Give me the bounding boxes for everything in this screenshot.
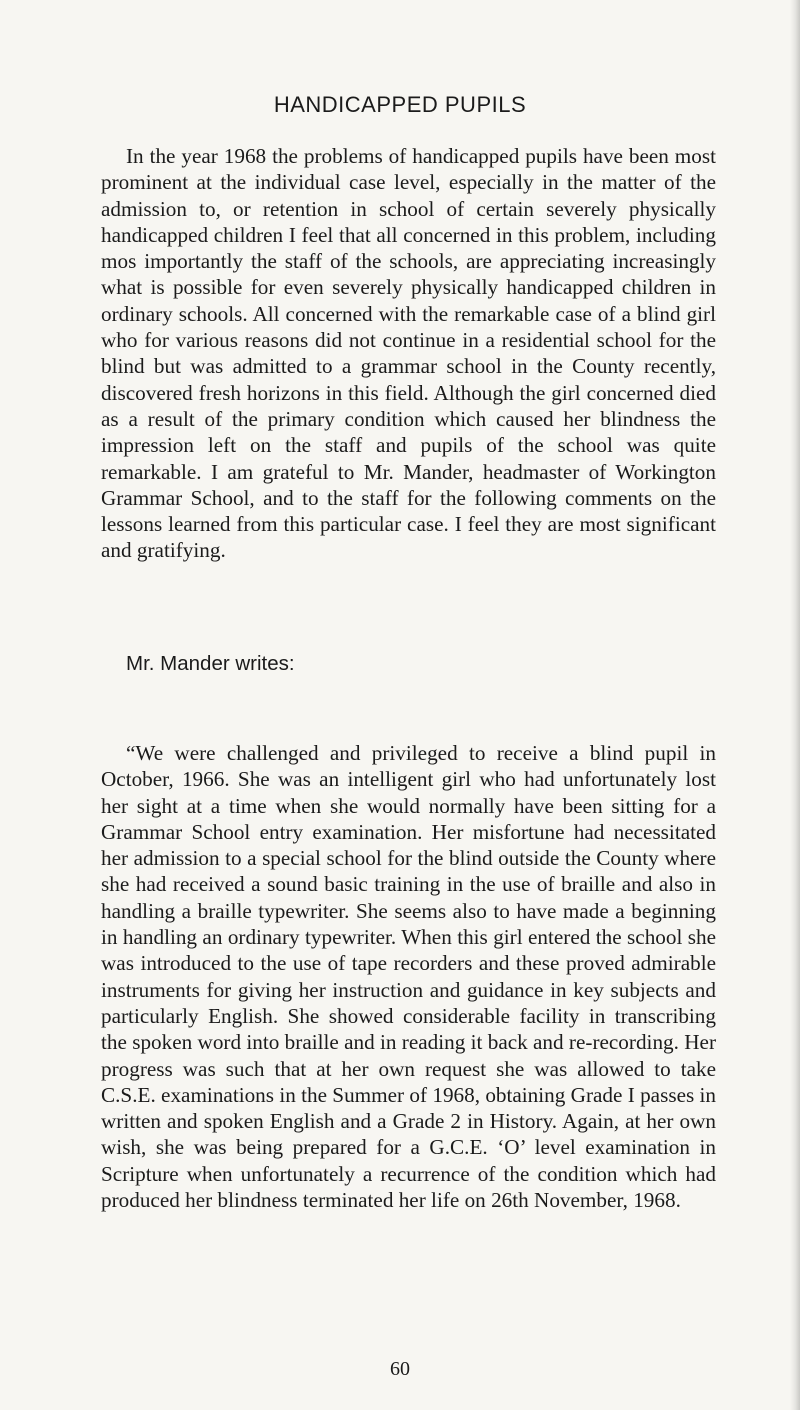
page-edge-shadow [790,0,800,1410]
page-number: 60 [390,1358,410,1380]
quote-introduction: Mr. Mander writes: [126,652,295,675]
quoted-paragraph: “We were challenged and privileged to receive a blind pupil in October, 1966. She was an intelligent girl who had unfortunately lost her sight at a time when she would normally have been sitting for a Grammar School entry examination. Her misfortune had necessitated her admission to a special school for the blind outside the County where she had received a sound basic training in the use of braille and also in handling a braille typewriter. She seems also to have made a beginning in handling an ordinary typewriter. When this girl entered the school she was introduced to the use of tape recorders and these proved admirable instruments for giving her instruction and guidance in key subjects and particularly English. She showed considerable facility in transcribing the spoken word into braille and in reading it back and re-recording. Her progress was such that at her own request she was allowed to take C.S.E. examinations in the Summer of 1968, obtaining Grade I passes in written and spoken English and a Grade 2 in History. Again, at her own wish, she was being prepared for a G.C.E. ‘O’ level examination in Scripture when unfortunately a recurrence of the condition which had produced her blindness terminated her life on 26th November, 1968. [101,741,716,1213]
body-paragraph-1: In the year 1968 the problems of handicapped pupils have been most prominent at the individual case level, especially in the matter of the admission to, or retention in school of certain severely physically handicapped children I feel that all concerned in this problem, including mos importantly the staff of the schools, are appreciating increasingly what is possible for even severely physically handicapped children in ordinary schools. All concerned with the remarkable case of a blind girl who for various reasons did not continue in a residential school for the blind but was admitted to a grammar school in the County recently, discovered fresh horizons in this field. Although the girl concerned died as a result of the primary condition which caused her blindness the impression left on the staff and pupils of the school was quite remarkable. I am grateful to Mr. Mander, headmaster of Workington Grammar School, and to the staff for the following comments on the lessons learned from this particular case. I feel they are most significant and gratifying. [101,144,716,563]
page-heading: HANDICAPPED PUPILS [273,92,527,117]
